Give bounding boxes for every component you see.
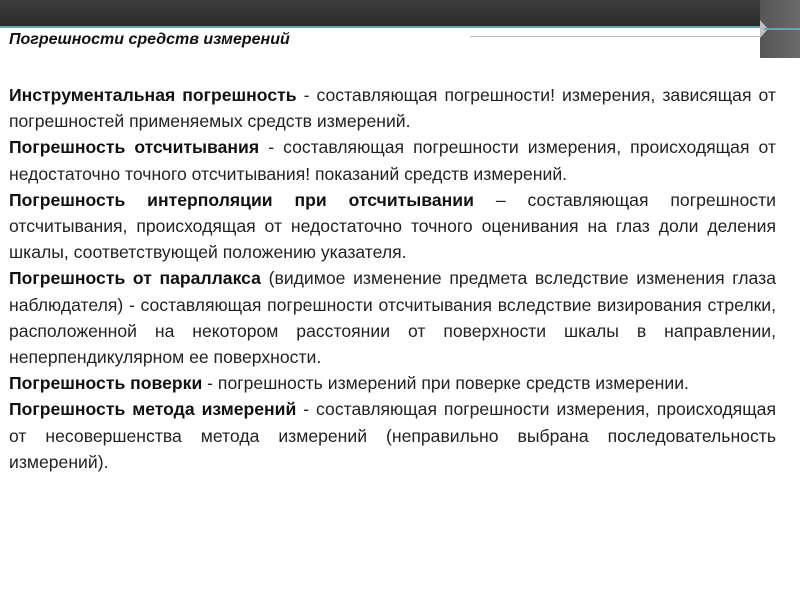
title-divider — [470, 36, 760, 37]
definition-reading — [9, 134, 776, 186]
definitions-list — [9, 82, 776, 475]
definition-text: - составляющая погрешности измерения, происходящая от недостаточно точного отсчитывания! показаний средств измерений. — [9, 137, 776, 184]
corner-accent-line — [764, 28, 800, 30]
definition-instrumental — [9, 82, 776, 134]
slide-accent-line — [0, 26, 800, 28]
definition-term: Погрешность интерполяции при отсчитывании — [9, 189, 474, 210]
definition-term: Погрешность поверки — [9, 373, 203, 394]
definition-text: - составляющая погрешности! измерения, зависящая от погрешностей применяемых средств измерений. — [9, 85, 776, 132]
definition-text: (видимое изменение предмета вследствие изменения глаза наблюдателя) - составляющая погрешности отсчитывания вследствие визирования стрелки, расположенной на некотором расстоянии от поверхности шкалы в направлении, неперпендикулярном ее поверхности. — [9, 268, 777, 368]
definition-verification — [9, 370, 776, 396]
definition-text: – составляющая погрешности отсчитывания, происходящая от недостаточно точного оценивания на глаз доли деления шкалы, соответствующей положению указателя. — [9, 189, 776, 263]
definition-term: Инструментальная погрешность — [9, 85, 297, 105]
definition-interpolation — [9, 187, 776, 266]
definition-term: Погрешность метода измерений — [9, 399, 297, 420]
definition-term: Погрешность отсчитывания — [9, 137, 260, 158]
slide-title: Погрешности средств измерений — [9, 31, 290, 48]
definition-term: Погрешность от параллакса — [9, 268, 261, 289]
definition-method — [9, 396, 776, 475]
slide-top-bar — [0, 0, 800, 26]
definition-text: - погрешность измерений при поверке средств измерении. — [202, 373, 689, 394]
slide-corner-decoration — [760, 0, 800, 58]
definition-parallax — [9, 265, 776, 370]
definition-text: - составляющая погрешности измерения, происходящая от несовершенства метода измерений (неправильно выбрана последовательность измерений). — [9, 399, 776, 472]
